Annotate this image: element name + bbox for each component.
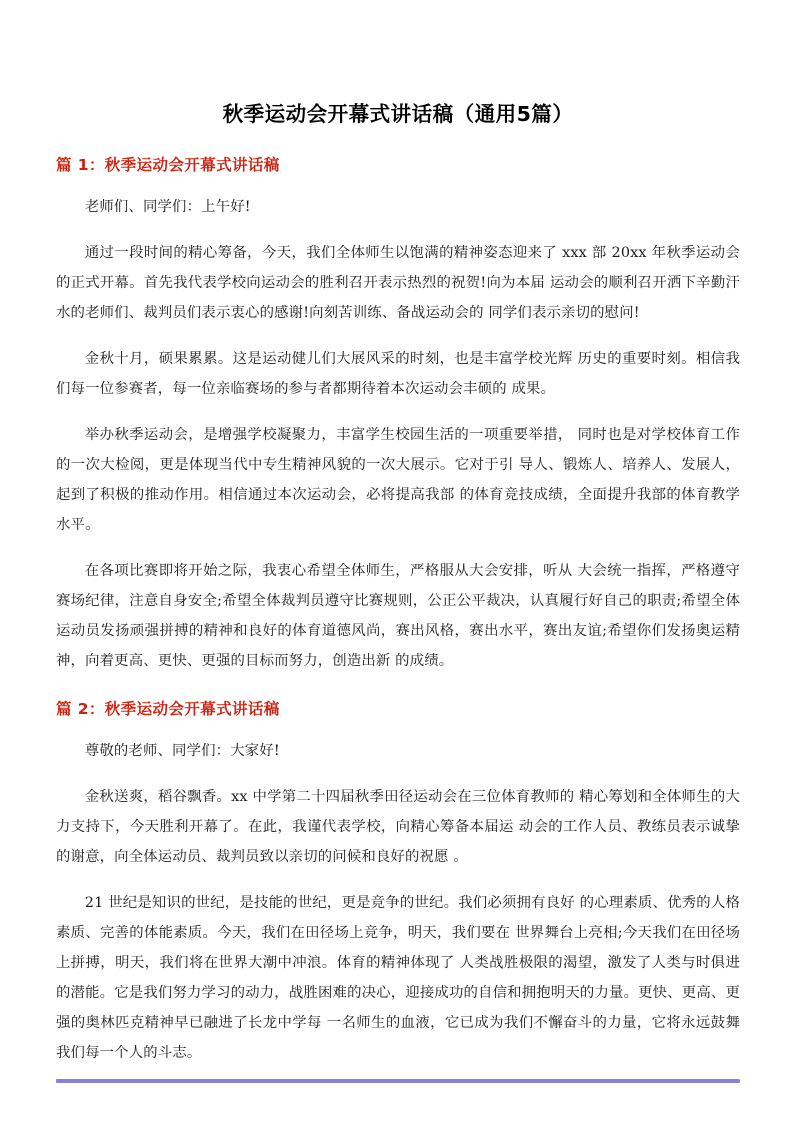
spacer (56, 676, 740, 698)
spacer (56, 222, 740, 238)
paragraph: 举办秋季运动会，是增强学校凝聚力，丰富学生校园生活的一项重要举措， 同时也是对学校体育工作的一次大检阅，更是体现当代中专生精神风貌的一次大展示。它对于引 导人、锻炼人、培养人、发展人，起到了积极的推动作用。相信通过本次运动会，必将提高我部 的体育竞技成绩，全面提升我部的体育教学水平。 (56, 427, 740, 533)
spacer (56, 404, 740, 420)
document-body (56, 0, 740, 1068)
paragraph: 在各项比赛即将开始之际，我衷心希望全体师生，严格服从大会安排，听从 大会统一指挥，严格遵守赛场纪律，注意自身安全;希望全体裁判员遵守比赛规则，公正公平裁决，认真履行好自己的职责;希望全体运动员发扬顽强拼搏的精神和良好的体育道德风尚，赛出风格，赛出水平，赛出友谊;希望你们发扬奥运精神，向着更高、更快、更强的目标而努力，创造出新 的成绩。 (56, 563, 740, 669)
paragraph: 金秋十月，硕果累累。这是运动健儿们大展风采的时刻，也是丰富学校光辉 历史的重要时刻。相信我们每一位参赛者，每一位亲临赛场的参与者都期待着本次运动会丰硕的 成果。 (56, 351, 740, 397)
paragraph: 通过一段时间的精心筹备，今天，我们全体师生以饱满的精神姿态迎来了 xxx 部 20xx 年秋季运动会的正式开幕。首先我代表学校向运动会的胜利召开表示热烈的祝贺!向为本届 运动会的顺利召开洒下辛勤汗水的老师们、裁判员们表示衷心的感谢!向刻苦训练、备战运动会的 同学们表示亲切的慰问! (56, 245, 740, 321)
paragraph: 尊敬的老师、同学们：大家好! (84, 743, 280, 759)
spacer (56, 128, 740, 154)
paragraph: 老师们、同学们：上午好! (84, 199, 251, 215)
section-heading-1: 篇 1：秋季运动会开幕式讲话稿 (56, 156, 280, 174)
footer-divider-rule (56, 1079, 740, 1083)
paragraph: 金秋送爽，稻谷飘香。xx 中学第二十四届秋季田径运动会在三位体育教师的 精心筹划和全体师生的大力支持下，今天胜利开幕了。在此，我谨代表学校，向精心筹备本届运 动会的工作人员、教练员表示诚挚的谢意，向全体运动员、裁判员致以亲切的问候和良好的祝愿 。 (56, 789, 740, 865)
page-title: 秋季运动会开幕式讲话稿（通用5篇） (222, 102, 574, 126)
spacer (56, 766, 740, 782)
paragraph: 21 世纪是知识的世纪，是技能的世纪，更是竞争的世纪。我们必须拥有良好 的心理素质、优秀的人格素质、完善的体能素质。今天，我们在田径场上竞争，明天，我们要在 世界舞台上亮相;今天我们在田径场上拼搏，明天，我们将在世界大潮中冲浪。体育的精神体现了 人类战胜极限的渴望，激发了人类与时俱进的潜能。它是我们努力学习的动力，战胜困难的决心，迎接成功的自信和拥抱明天的力量。更快、更高、更强的奥林匹克精神早已融进了长龙中学每 一名师生的血液，它已成为我们不懈奋斗的力量，它将永远鼓舞我们每一个人的斗志。 (56, 895, 740, 1061)
spacer (56, 176, 740, 192)
spacer (56, 872, 740, 888)
spacer (56, 328, 740, 344)
spacer (56, 540, 740, 556)
spacer (56, 720, 740, 736)
section-heading-2: 篇 2：秋季运动会开幕式讲话稿 (56, 700, 280, 718)
